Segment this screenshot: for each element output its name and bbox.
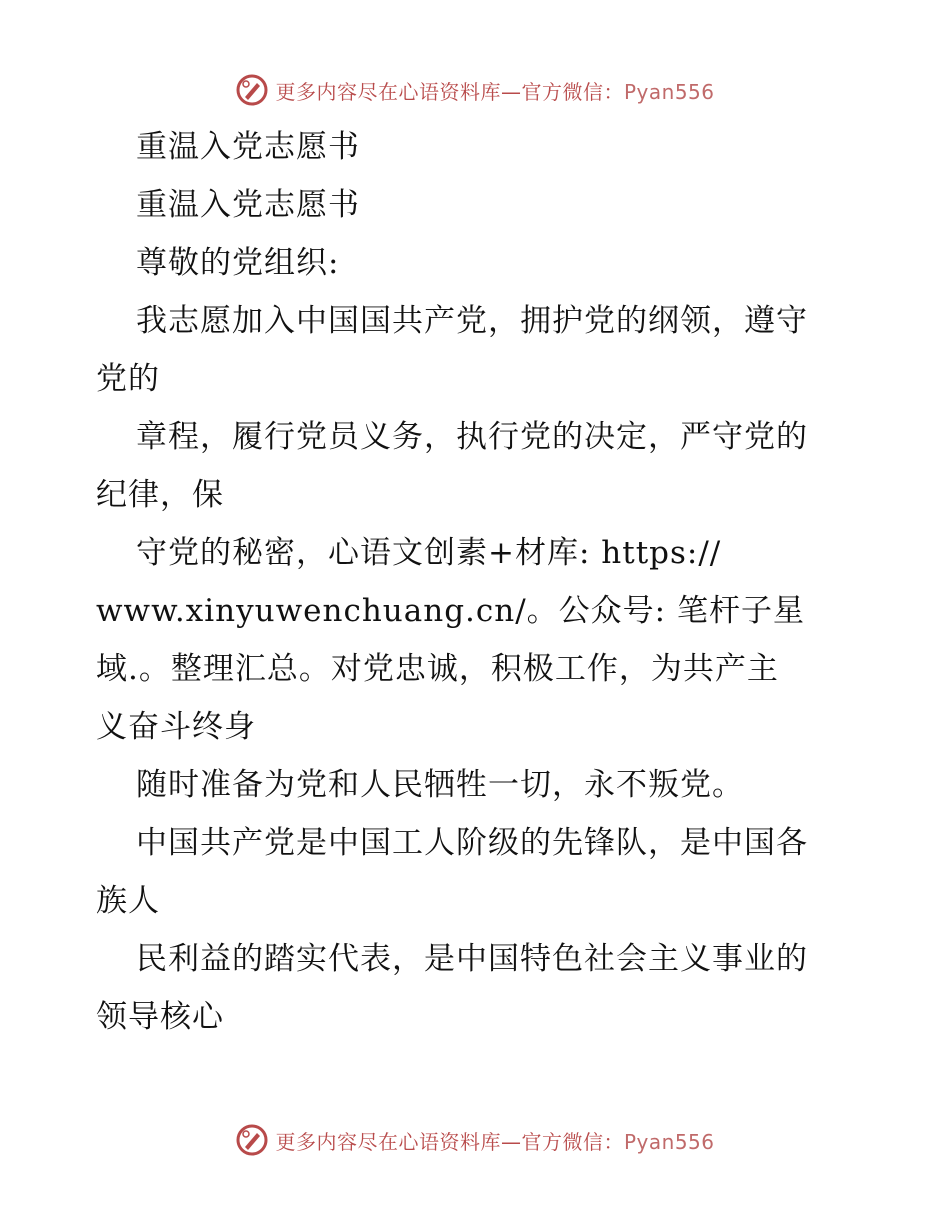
document-body — [96, 118, 866, 1046]
banner-label: 更多内容尽在心语资料库—官方微信： — [275, 1129, 624, 1154]
banner-text — [275, 1126, 714, 1155]
banner-text — [275, 76, 714, 105]
text-line: 重温入党志愿书 — [136, 187, 360, 223]
text-line: 民利益的踏实代表，是中国特色社会主义事业的 — [136, 941, 808, 977]
footer-banner — [0, 1120, 950, 1160]
text-line: 义奋斗终身 — [96, 709, 256, 745]
text-line: 尊敬的党组织: — [136, 245, 340, 281]
text-line: 守党的秘密，心语文创素+材库: https:// — [136, 535, 722, 571]
text-line: 随时准备为党和人民牺牲一切，永不叛党。 — [136, 767, 744, 803]
header-banner — [0, 70, 950, 110]
text-line: 章程，履行党员义务，执行党的决定，严守党的 — [136, 419, 808, 455]
banner-handle: Pyan556 — [623, 1129, 715, 1154]
text-line: 党的 — [96, 361, 160, 397]
banner-label: 更多内容尽在心语资料库—官方微信： — [275, 79, 624, 104]
logo-icon — [235, 1123, 269, 1157]
text-line: 我志愿加入中国国共产党，拥护党的纲领，遵守 — [136, 303, 808, 339]
text-line: 纪律，保 — [96, 477, 224, 513]
banner-handle: Pyan556 — [623, 79, 715, 104]
text-line: 领导核心 — [96, 999, 224, 1035]
text-line: 族人 — [96, 883, 160, 919]
text-line: 中国共产党是中国工人阶级的先锋队，是中国各 — [136, 825, 808, 861]
text-line: 域.。整理汇总。对党忠诚，积极工作，为共产主 — [96, 651, 779, 687]
logo-icon — [235, 73, 269, 107]
text-line: www.xinyuwenchuang.cn/。公众号: 笔杆子星 — [96, 593, 805, 629]
text-line: 重温入党志愿书 — [136, 129, 360, 165]
